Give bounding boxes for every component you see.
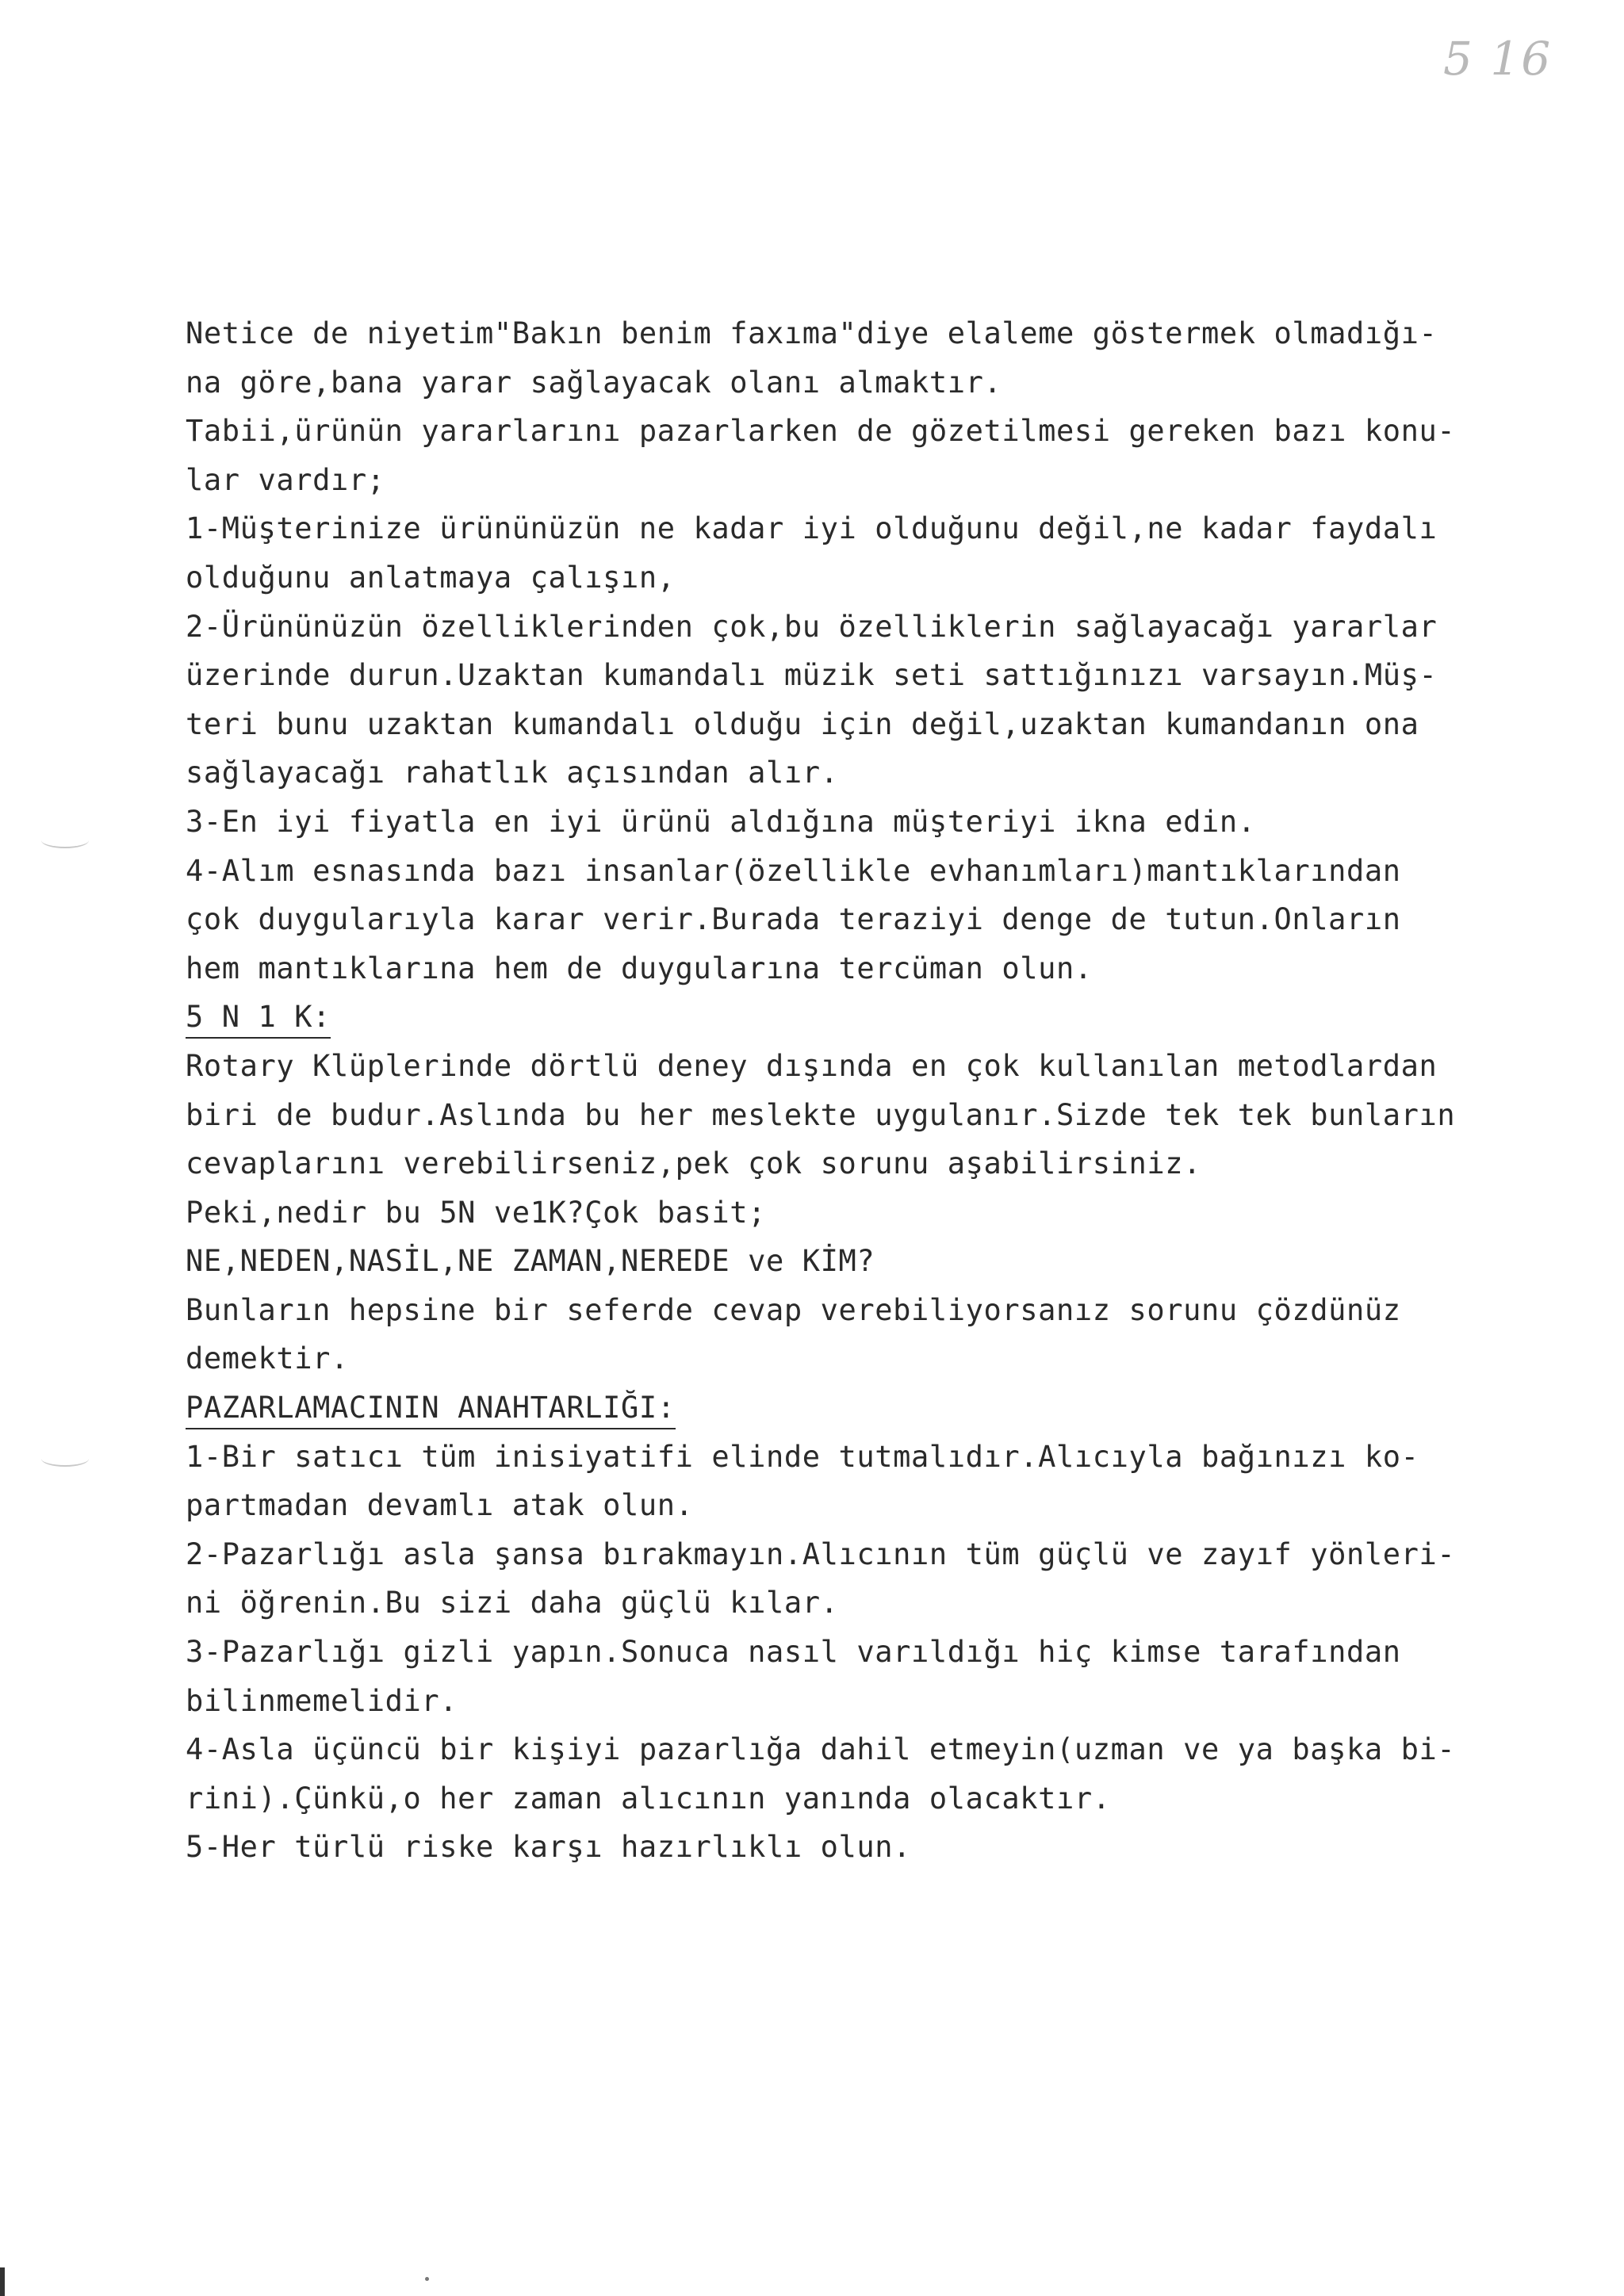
scan-edge-mark <box>0 2267 5 2296</box>
text-line: 2-Pazarlığı asla şansa bırakmayın.Alıcının tüm güçlü ve zayıf yönleri- <box>186 1536 1456 1571</box>
text-line: ni öğrenin.Bu sizi daha güçlü kılar. <box>186 1586 839 1621</box>
page-number-mark: 5 16 <box>1443 32 1553 86</box>
text-line: Tabii,ürünün yararlarını pazarlarken de gözetilmesi gereken bazı konu- <box>186 414 1456 449</box>
text-line: 4-Asla üçüncü bir kişiyi pazarlığa dahil etmeyin(uzman ve ya başka bi- <box>186 1732 1456 1767</box>
text-line: hem mantıklarına hem de duygularına tercüman olun. <box>186 951 1093 985</box>
punch-hole-mark-top <box>41 832 89 848</box>
text-line: biri de budur.Aslında bu her meslekte uygulanır.Sizde tek tek bunların <box>186 1097 1456 1132</box>
text-line: demektir. <box>186 1341 349 1376</box>
text-line: 3-Pazarlığı gizli yapın.Sonuca nasıl varıldığı hiç kimse tarafından <box>186 1635 1401 1670</box>
text-line: olduğunu anlatmaya çalışın, <box>186 560 676 595</box>
text-line: lar vardır; <box>186 462 385 497</box>
text-line: sağlayacağı rahatlık açısından alır. <box>186 756 839 790</box>
text-line: rini).Çünkü,o her zaman alıcının yanında olacaktır. <box>186 1781 1111 1816</box>
section-heading-text: 5 N 1 K: <box>186 1000 331 1039</box>
text-line: 4-Alım esnasında bazı insanlar(özellikle evhanımları)mantıklarından <box>186 853 1401 888</box>
text-line: NE,NEDEN,NASİL,NE ZAMAN,NEREDE ve KİM? <box>186 1244 875 1279</box>
text-line: üzerinde durun.Uzaktan kumandalı müzik seti sattığınızı varsayın.Müş- <box>186 658 1438 693</box>
text-line: Bunların hepsine bir seferde cevap verebiliyorsanız sorunu çözdünüz <box>186 1292 1401 1327</box>
text-line: 3-En iyi fiyatla en iyi ürünü aldığına müşteriyi ikna edin. <box>186 804 1256 839</box>
typed-text-body <box>186 309 1581 1872</box>
scan-dust-dot <box>425 2277 429 2281</box>
text-line: 5-Her türlü riske karşı hazırlıklı olun. <box>186 1830 912 1865</box>
text-line: Netice de niyetim"Bakın benim faxıma"diye elaleme göstermek olmadığı- <box>186 316 1438 350</box>
text-line: cevaplarını verebilirseniz,pek çok sorunu aşabilirsiniz. <box>186 1146 1202 1181</box>
text-line: teri bunu uzaktan kumandalı olduğu için değil,uzaktan kumandanın ona <box>186 706 1419 741</box>
section-heading-anahtarligi <box>186 1383 1581 1433</box>
text-line: Rotary Klüplerinde dörtlü deney dışında en çok kullanılan metodlardan <box>186 1048 1438 1083</box>
text-line: 2-Ürününüzün özelliklerinden çok,bu özelliklerin sağlayacağı yararlar <box>186 609 1438 644</box>
text-line: partmadan devamlı atak olun. <box>186 1488 694 1523</box>
text-line: bilinmemelidir. <box>186 1683 458 1718</box>
punch-hole-mark-bottom <box>41 1451 89 1467</box>
text-line: 1-Bir satıcı tüm inisiyatifi elinde tutmalıdır.Alıcıyla bağınızı ko- <box>186 1439 1419 1474</box>
section-heading-text: PAZARLAMACININ ANAHTARLIĞI: <box>186 1391 676 1429</box>
text-line: çok duygularıyla karar verir.Burada teraziyi denge de tutun.Onların <box>186 902 1401 937</box>
text-line: Peki,nedir bu 5N ve1K?Çok basit; <box>186 1195 767 1230</box>
text-line: 1-Müşterinize ürününüzün ne kadar iyi olduğunu değil,ne kadar faydalı <box>186 511 1438 546</box>
section-heading-5n1k <box>186 993 1581 1042</box>
text-line: na göre,bana yarar sağlayacak olanı almaktır. <box>186 365 1002 400</box>
